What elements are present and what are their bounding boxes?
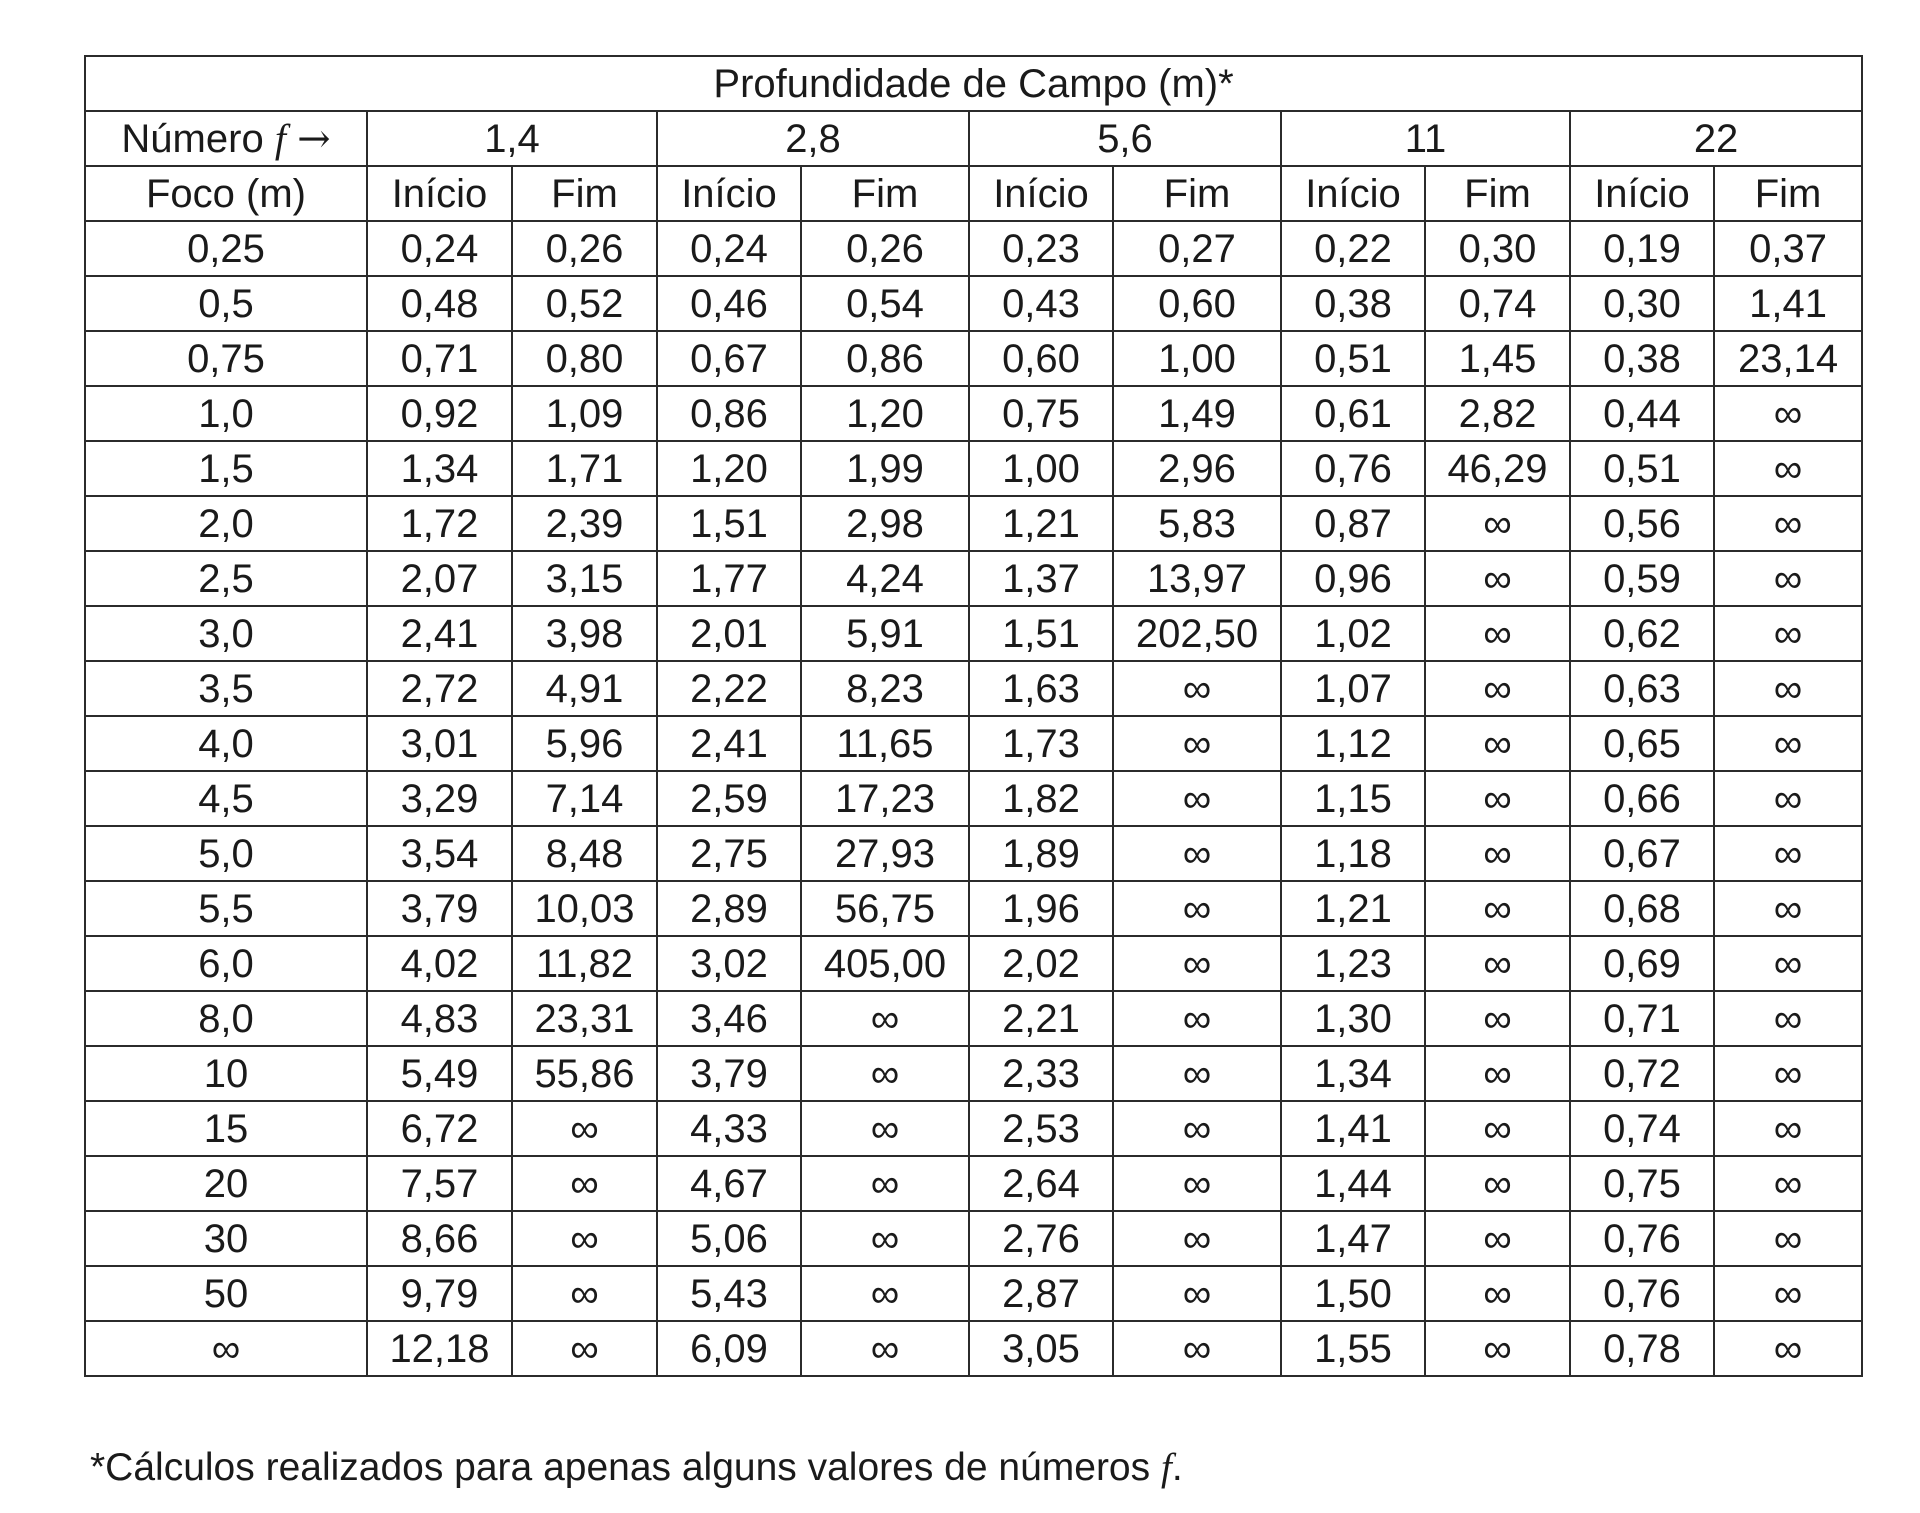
- end-value-cell: ∞: [1425, 881, 1570, 936]
- start-value-cell: 0,67: [1570, 826, 1714, 881]
- start-value-cell: 0,43: [969, 276, 1113, 331]
- end-value-cell: 5,91: [801, 606, 969, 661]
- start-value-cell: 1,51: [657, 496, 801, 551]
- end-value-cell: ∞: [1113, 661, 1281, 716]
- start-value-cell: 1,44: [1281, 1156, 1425, 1211]
- end-value-cell: ∞: [1425, 606, 1570, 661]
- start-value-cell: 5,43: [657, 1266, 801, 1321]
- end-value-cell: 2,39: [512, 496, 657, 551]
- start-value-cell: 1,02: [1281, 606, 1425, 661]
- start-value-cell: 0,75: [1570, 1156, 1714, 1211]
- start-value-cell: 0,44: [1570, 386, 1714, 441]
- focus-cell: 10: [85, 1046, 367, 1101]
- start-value-cell: 0,38: [1570, 331, 1714, 386]
- end-value-cell: 27,93: [801, 826, 969, 881]
- start-value-cell: 0,76: [1281, 441, 1425, 496]
- end-value-cell: ∞: [1113, 1266, 1281, 1321]
- end-value-cell: 11,82: [512, 936, 657, 991]
- end-value-cell: ∞: [1425, 496, 1570, 551]
- end-value-cell: 0,74: [1425, 276, 1570, 331]
- start-value-cell: 2,33: [969, 1046, 1113, 1101]
- end-value-cell: ∞: [1714, 771, 1862, 826]
- aperture-header: 5,6: [969, 111, 1281, 166]
- end-value-cell: ∞: [1113, 826, 1281, 881]
- end-value-cell: ∞: [1714, 991, 1862, 1046]
- table-body: [85, 56, 1862, 1376]
- start-value-cell: 4,33: [657, 1101, 801, 1156]
- focus-cell: 3,0: [85, 606, 367, 661]
- end-value-cell: ∞: [801, 1101, 969, 1156]
- start-value-cell: 4,83: [367, 991, 512, 1046]
- start-value-cell: 0,68: [1570, 881, 1714, 936]
- start-value-cell: 7,57: [367, 1156, 512, 1211]
- end-value-cell: ∞: [1714, 496, 1862, 551]
- end-value-cell: ∞: [1425, 1156, 1570, 1211]
- end-value-cell: ∞: [801, 1046, 969, 1101]
- start-value-cell: 1,34: [367, 441, 512, 496]
- start-value-cell: 1,55: [1281, 1321, 1425, 1376]
- end-value-cell: ∞: [1714, 881, 1862, 936]
- start-value-cell: 1,21: [969, 496, 1113, 551]
- end-value-cell: ∞: [1714, 441, 1862, 496]
- start-value-cell: 1,00: [969, 441, 1113, 496]
- start-value-cell: 9,79: [367, 1266, 512, 1321]
- start-value-cell: 0,74: [1570, 1101, 1714, 1156]
- start-value-cell: 5,49: [367, 1046, 512, 1101]
- end-value-cell: ∞: [801, 1321, 969, 1376]
- start-value-cell: 2,87: [969, 1266, 1113, 1321]
- start-value-cell: 1,82: [969, 771, 1113, 826]
- title-row: [85, 56, 1862, 111]
- table-row: [85, 276, 1862, 331]
- start-value-cell: 0,65: [1570, 716, 1714, 771]
- start-value-cell: 2,64: [969, 1156, 1113, 1211]
- end-value-cell: 1,49: [1113, 386, 1281, 441]
- start-value-cell: 0,23: [969, 221, 1113, 276]
- focus-cell: 50: [85, 1266, 367, 1321]
- start-value-cell: 1,21: [1281, 881, 1425, 936]
- start-value-cell: 0,24: [657, 221, 801, 276]
- end-value-cell: 0,86: [801, 331, 969, 386]
- start-value-cell: 0,51: [1570, 441, 1714, 496]
- start-value-cell: 1,07: [1281, 661, 1425, 716]
- end-value-cell: ∞: [1113, 881, 1281, 936]
- start-value-cell: 12,18: [367, 1321, 512, 1376]
- start-value-cell: 0,75: [969, 386, 1113, 441]
- focus-cell: 4,0: [85, 716, 367, 771]
- end-value-cell: 0,27: [1113, 221, 1281, 276]
- end-value-cell: ∞: [1113, 936, 1281, 991]
- end-value-cell: ∞: [512, 1266, 657, 1321]
- end-value-cell: 0,26: [801, 221, 969, 276]
- table-row: [85, 221, 1862, 276]
- footnote-f-symbol: f: [1160, 1446, 1172, 1489]
- end-value-cell: 2,98: [801, 496, 969, 551]
- end-value-cell: ∞: [1425, 771, 1570, 826]
- start-value-cell: 1,30: [1281, 991, 1425, 1046]
- start-value-cell: 0,62: [1570, 606, 1714, 661]
- start-value-cell: 2,41: [367, 606, 512, 661]
- end-header: Fim: [1425, 166, 1570, 221]
- start-header: Início: [969, 166, 1113, 221]
- end-value-cell: ∞: [801, 1156, 969, 1211]
- end-value-cell: 23,14: [1714, 331, 1862, 386]
- table-row: [85, 331, 1862, 386]
- end-value-cell: 1,71: [512, 441, 657, 496]
- end-value-cell: ∞: [1425, 1266, 1570, 1321]
- start-value-cell: 3,54: [367, 826, 512, 881]
- depth-of-field-table: [84, 55, 1863, 1377]
- focus-cell: 4,5: [85, 771, 367, 826]
- focus-cell: ∞: [85, 1321, 367, 1376]
- start-value-cell: 2,02: [969, 936, 1113, 991]
- end-value-cell: 4,91: [512, 661, 657, 716]
- start-value-cell: 2,07: [367, 551, 512, 606]
- end-value-cell: 7,14: [512, 771, 657, 826]
- focus-cell: 6,0: [85, 936, 367, 991]
- start-value-cell: 0,69: [1570, 936, 1714, 991]
- start-value-cell: 2,59: [657, 771, 801, 826]
- end-value-cell: 0,26: [512, 221, 657, 276]
- start-value-cell: 0,92: [367, 386, 512, 441]
- start-value-cell: 0,56: [1570, 496, 1714, 551]
- end-value-cell: ∞: [1714, 1321, 1862, 1376]
- end-value-cell: 4,24: [801, 551, 969, 606]
- start-value-cell: 2,01: [657, 606, 801, 661]
- start-value-cell: 3,79: [367, 881, 512, 936]
- end-value-cell: 2,82: [1425, 386, 1570, 441]
- focus-cell: 30: [85, 1211, 367, 1266]
- focus-cell: 5,5: [85, 881, 367, 936]
- end-value-cell: 55,86: [512, 1046, 657, 1101]
- end-value-cell: 1,99: [801, 441, 969, 496]
- focus-cell: 2,5: [85, 551, 367, 606]
- end-value-cell: 8,23: [801, 661, 969, 716]
- end-value-cell: ∞: [1714, 936, 1862, 991]
- start-value-cell: 0,19: [1570, 221, 1714, 276]
- start-value-cell: 0,24: [367, 221, 512, 276]
- start-value-cell: 0,86: [657, 386, 801, 441]
- end-value-cell: ∞: [801, 1266, 969, 1321]
- end-value-cell: ∞: [1113, 1321, 1281, 1376]
- end-value-cell: ∞: [512, 1101, 657, 1156]
- end-value-cell: ∞: [1714, 1211, 1862, 1266]
- start-value-cell: 2,21: [969, 991, 1113, 1046]
- end-value-cell: 0,80: [512, 331, 657, 386]
- end-value-cell: ∞: [1714, 1156, 1862, 1211]
- end-value-cell: 0,60: [1113, 276, 1281, 331]
- start-value-cell: 1,20: [657, 441, 801, 496]
- start-value-cell: 4,02: [367, 936, 512, 991]
- start-value-cell: 0,76: [1570, 1266, 1714, 1321]
- right-arrow-icon: →: [297, 115, 331, 162]
- end-value-cell: ∞: [1714, 386, 1862, 441]
- end-value-cell: ∞: [1425, 551, 1570, 606]
- start-value-cell: 3,29: [367, 771, 512, 826]
- start-value-cell: 0,30: [1570, 276, 1714, 331]
- end-value-cell: ∞: [1425, 991, 1570, 1046]
- end-value-cell: ∞: [1714, 826, 1862, 881]
- end-value-cell: ∞: [512, 1211, 657, 1266]
- end-value-cell: 56,75: [801, 881, 969, 936]
- end-value-cell: ∞: [1714, 1266, 1862, 1321]
- end-value-cell: ∞: [1425, 1101, 1570, 1156]
- end-value-cell: 0,54: [801, 276, 969, 331]
- fnumber-symbol: f: [274, 115, 286, 161]
- end-value-cell: ∞: [1425, 826, 1570, 881]
- start-header: Início: [1281, 166, 1425, 221]
- table-row: [85, 771, 1862, 826]
- start-value-cell: 0,60: [969, 331, 1113, 386]
- end-value-cell: ∞: [1113, 716, 1281, 771]
- start-value-cell: 2,76: [969, 1211, 1113, 1266]
- aperture-header: 22: [1570, 111, 1862, 166]
- start-value-cell: 5,06: [657, 1211, 801, 1266]
- start-value-cell: 0,96: [1281, 551, 1425, 606]
- start-value-cell: 1,89: [969, 826, 1113, 881]
- focus-cell: 20: [85, 1156, 367, 1211]
- end-value-cell: ∞: [1113, 771, 1281, 826]
- end-value-cell: 23,31: [512, 991, 657, 1046]
- start-value-cell: 1,47: [1281, 1211, 1425, 1266]
- end-header: Fim: [1714, 166, 1862, 221]
- end-value-cell: ∞: [801, 1211, 969, 1266]
- start-value-cell: 3,01: [367, 716, 512, 771]
- start-value-cell: 1,96: [969, 881, 1113, 936]
- focus-cell: 0,25: [85, 221, 367, 276]
- focus-cell: 2,0: [85, 496, 367, 551]
- start-value-cell: 0,76: [1570, 1211, 1714, 1266]
- table-row: [85, 1321, 1862, 1376]
- start-value-cell: 2,72: [367, 661, 512, 716]
- aperture-header-row: [85, 111, 1862, 166]
- start-value-cell: 0,51: [1281, 331, 1425, 386]
- focus-cell: 1,5: [85, 441, 367, 496]
- focus-cell: 3,5: [85, 661, 367, 716]
- start-value-cell: 0,48: [367, 276, 512, 331]
- end-value-cell: 2,96: [1113, 441, 1281, 496]
- end-header: Fim: [1113, 166, 1281, 221]
- start-value-cell: 1,41: [1281, 1101, 1425, 1156]
- end-value-cell: 405,00: [801, 936, 969, 991]
- end-value-cell: 46,29: [1425, 441, 1570, 496]
- table-row: [85, 1101, 1862, 1156]
- focus-cell: 15: [85, 1101, 367, 1156]
- end-value-cell: 1,20: [801, 386, 969, 441]
- footnote-end: .: [1171, 1446, 1183, 1489]
- end-value-cell: ∞: [512, 1156, 657, 1211]
- end-value-cell: ∞: [1113, 1046, 1281, 1101]
- table-row: [85, 1046, 1862, 1101]
- table-row: [85, 1266, 1862, 1321]
- end-value-cell: 1,09: [512, 386, 657, 441]
- table-row: [85, 386, 1862, 441]
- end-value-cell: 0,30: [1425, 221, 1570, 276]
- start-value-cell: 2,41: [657, 716, 801, 771]
- end-value-cell: 1,45: [1425, 331, 1570, 386]
- end-value-cell: 0,52: [512, 276, 657, 331]
- table-row: [85, 991, 1862, 1046]
- end-value-cell: 11,65: [801, 716, 969, 771]
- end-value-cell: ∞: [1425, 936, 1570, 991]
- start-value-cell: 1,72: [367, 496, 512, 551]
- end-value-cell: ∞: [1113, 991, 1281, 1046]
- end-header: Fim: [801, 166, 969, 221]
- start-value-cell: 1,50: [1281, 1266, 1425, 1321]
- table-row: [85, 1156, 1862, 1211]
- table-row: [85, 441, 1862, 496]
- table-row: [85, 826, 1862, 881]
- start-value-cell: 0,66: [1570, 771, 1714, 826]
- start-header: Início: [1570, 166, 1714, 221]
- end-value-cell: ∞: [1425, 1321, 1570, 1376]
- end-value-cell: 3,98: [512, 606, 657, 661]
- start-value-cell: 2,22: [657, 661, 801, 716]
- start-value-cell: 1,63: [969, 661, 1113, 716]
- start-value-cell: 8,66: [367, 1211, 512, 1266]
- fnumber-header-cell: [85, 111, 367, 166]
- table-row: [85, 606, 1862, 661]
- start-value-cell: 3,79: [657, 1046, 801, 1101]
- start-value-cell: 1,23: [1281, 936, 1425, 991]
- focus-cell: 5,0: [85, 826, 367, 881]
- end-value-cell: ∞: [801, 991, 969, 1046]
- focus-header: Foco (m): [85, 166, 367, 221]
- start-value-cell: 3,46: [657, 991, 801, 1046]
- start-value-cell: 1,73: [969, 716, 1113, 771]
- end-value-cell: ∞: [1425, 661, 1570, 716]
- start-value-cell: 0,72: [1570, 1046, 1714, 1101]
- focus-cell: 0,75: [85, 331, 367, 386]
- table-row: [85, 496, 1862, 551]
- start-value-cell: 1,18: [1281, 826, 1425, 881]
- start-header: Início: [367, 166, 512, 221]
- end-value-cell: 202,50: [1113, 606, 1281, 661]
- start-value-cell: 0,67: [657, 331, 801, 386]
- footnote: [90, 1448, 1183, 1487]
- start-value-cell: 1,34: [1281, 1046, 1425, 1101]
- start-value-cell: 1,37: [969, 551, 1113, 606]
- start-value-cell: 0,87: [1281, 496, 1425, 551]
- footnote-text: *Cálculos realizados para apenas alguns valores de números: [90, 1446, 1161, 1489]
- end-header: Fim: [512, 166, 657, 221]
- end-value-cell: ∞: [1425, 716, 1570, 771]
- start-value-cell: 4,67: [657, 1156, 801, 1211]
- aperture-header: 1,4: [367, 111, 657, 166]
- focus-cell: 0,5: [85, 276, 367, 331]
- start-value-cell: 0,61: [1281, 386, 1425, 441]
- aperture-header: 11: [1281, 111, 1570, 166]
- start-value-cell: 0,38: [1281, 276, 1425, 331]
- end-value-cell: ∞: [1113, 1211, 1281, 1266]
- table-row: [85, 1211, 1862, 1266]
- start-value-cell: 0,63: [1570, 661, 1714, 716]
- end-value-cell: ∞: [1425, 1211, 1570, 1266]
- end-value-cell: ∞: [1714, 606, 1862, 661]
- start-value-cell: 1,77: [657, 551, 801, 606]
- table-row: [85, 881, 1862, 936]
- start-value-cell: 2,53: [969, 1101, 1113, 1156]
- start-value-cell: 0,46: [657, 276, 801, 331]
- end-value-cell: ∞: [1714, 1101, 1862, 1156]
- end-value-cell: 17,23: [801, 771, 969, 826]
- start-header: Início: [657, 166, 801, 221]
- focus-cell: 8,0: [85, 991, 367, 1046]
- start-value-cell: 6,09: [657, 1321, 801, 1376]
- end-value-cell: 13,97: [1113, 551, 1281, 606]
- end-value-cell: 5,83: [1113, 496, 1281, 551]
- end-value-cell: 1,41: [1714, 276, 1862, 331]
- start-value-cell: 1,51: [969, 606, 1113, 661]
- table-row: [85, 661, 1862, 716]
- fnumber-label: Número: [121, 116, 275, 161]
- start-value-cell: 1,12: [1281, 716, 1425, 771]
- end-value-cell: 8,48: [512, 826, 657, 881]
- start-value-cell: 0,59: [1570, 551, 1714, 606]
- table-title: Profundidade de Campo (m)*: [85, 56, 1862, 111]
- start-end-header-row: [85, 166, 1862, 221]
- start-value-cell: 0,78: [1570, 1321, 1714, 1376]
- end-value-cell: ∞: [1113, 1156, 1281, 1211]
- end-value-cell: ∞: [1113, 1101, 1281, 1156]
- start-value-cell: 3,05: [969, 1321, 1113, 1376]
- table-row: [85, 716, 1862, 771]
- table-row: [85, 936, 1862, 991]
- aperture-header: 2,8: [657, 111, 969, 166]
- end-value-cell: 5,96: [512, 716, 657, 771]
- start-value-cell: 3,02: [657, 936, 801, 991]
- end-value-cell: ∞: [1714, 551, 1862, 606]
- end-value-cell: ∞: [1714, 716, 1862, 771]
- end-value-cell: 10,03: [512, 881, 657, 936]
- start-value-cell: 2,89: [657, 881, 801, 936]
- end-value-cell: ∞: [1714, 1046, 1862, 1101]
- start-value-cell: 2,75: [657, 826, 801, 881]
- table-row: [85, 551, 1862, 606]
- start-value-cell: 1,15: [1281, 771, 1425, 826]
- end-value-cell: ∞: [1714, 661, 1862, 716]
- end-value-cell: 1,00: [1113, 331, 1281, 386]
- start-value-cell: 0,22: [1281, 221, 1425, 276]
- end-value-cell: ∞: [512, 1321, 657, 1376]
- end-value-cell: 0,37: [1714, 221, 1862, 276]
- end-value-cell: 3,15: [512, 551, 657, 606]
- start-value-cell: 6,72: [367, 1101, 512, 1156]
- start-value-cell: 0,71: [1570, 991, 1714, 1046]
- end-value-cell: ∞: [1425, 1046, 1570, 1101]
- focus-cell: 1,0: [85, 386, 367, 441]
- start-value-cell: 0,71: [367, 331, 512, 386]
